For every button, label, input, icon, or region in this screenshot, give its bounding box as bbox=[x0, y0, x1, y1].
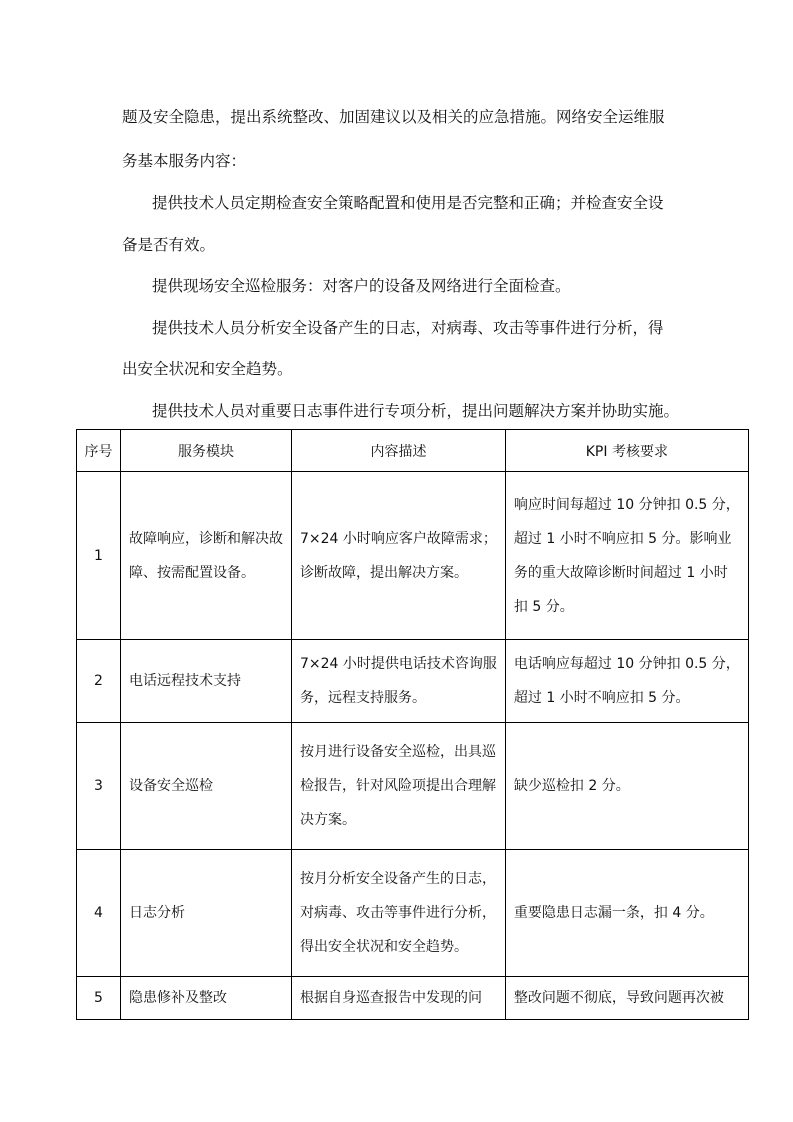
cell-text-line: 超过 1 小时不响应扣 5 分。 bbox=[513, 690, 690, 706]
paragraph-line: 提供技术人员分析安全设备产生的日志，对病毒、攻击等事件进行分析，得 bbox=[152, 319, 664, 337]
cell-text-line: 务，远程支持服务。 bbox=[300, 690, 426, 706]
module-cell bbox=[121, 472, 292, 640]
description-cell bbox=[292, 977, 506, 1020]
paragraph-line: 题及安全隐患，提出系统整改、加固建议以及相关的应急措施。网络安全运维服 bbox=[122, 108, 665, 126]
kpi-cell bbox=[505, 723, 748, 850]
cell-text-line: 对病毒、攻击等事件进行分析， bbox=[300, 905, 496, 921]
kpi-cell bbox=[505, 472, 748, 640]
description-cell bbox=[292, 472, 506, 640]
module-cell bbox=[121, 977, 292, 1020]
paragraph-line: 出安全状况和安全趋势。 bbox=[122, 360, 293, 378]
kpi-cell bbox=[505, 850, 748, 977]
header-cell-module: 服务模块 bbox=[121, 430, 292, 472]
row-number-cell bbox=[77, 850, 121, 977]
cell-text-line: 整改问题不彻底，导致问题再次被 bbox=[513, 990, 724, 1006]
table-row bbox=[77, 977, 749, 1020]
kpi-table bbox=[76, 429, 749, 1020]
paragraph-line: 务基本服务内容： bbox=[122, 152, 247, 170]
cell-text-line: 诊断故障，提出解决方案。 bbox=[300, 564, 468, 581]
description-cell bbox=[292, 723, 506, 850]
cell-text-line: 设备安全巡检 bbox=[129, 778, 213, 794]
cell-text-line: 7×24 小时提供电话技术咨询服 bbox=[300, 656, 497, 672]
row-number: 5 bbox=[94, 990, 103, 1006]
header-cell-number: 序号 bbox=[77, 430, 121, 472]
cell-text-line: 超过 1 小时不响应扣 5 分。影响业 bbox=[513, 530, 732, 547]
cell-text-line: 决方案。 bbox=[300, 812, 356, 828]
cell-text-line: 7×24 小时响应客户故障需求； bbox=[300, 530, 497, 547]
cell-text-line: 隐患修补及整改 bbox=[129, 990, 227, 1006]
cell-text-line: 按月进行设备安全巡检，出具巡 bbox=[300, 744, 496, 760]
paragraph-line: 提供现场安全巡检服务：对客户的设备及网络进行全面检查。 bbox=[152, 277, 571, 295]
row-number: 3 bbox=[94, 778, 103, 794]
module-cell bbox=[121, 850, 292, 977]
table-row bbox=[77, 850, 749, 977]
table-row bbox=[77, 723, 749, 850]
row-number-cell bbox=[77, 472, 121, 640]
cell-text-line: 按月分析安全设备产生的日志， bbox=[300, 871, 496, 887]
paragraph-line: 提供技术人员定期检查安全策略配置和使用是否完整和正确；并检查安全设 bbox=[152, 194, 664, 212]
paragraph-line: 提供技术人员对重要日志事件进行专项分析，提出问题解决方案并协助实施。 bbox=[152, 402, 680, 420]
row-number-cell bbox=[77, 640, 121, 723]
cell-text-line: 根据自身巡查报告中发现的问 bbox=[300, 990, 482, 1006]
row-number: 2 bbox=[94, 673, 103, 689]
cell-text-line: 得出安全状况和安全趋势。 bbox=[300, 939, 468, 955]
cell-text-line: 缺少巡检扣 2 分。 bbox=[513, 778, 630, 794]
paragraph-line: 备是否有效。 bbox=[122, 236, 216, 254]
header-cell-kpi: KPI 考核要求 bbox=[505, 430, 748, 472]
module-cell bbox=[121, 723, 292, 850]
cell-text-line: 检报告，针对风险项提出合理解 bbox=[300, 778, 496, 794]
module-cell bbox=[121, 640, 292, 723]
row-number-cell bbox=[77, 977, 121, 1020]
kpi-cell bbox=[505, 640, 748, 723]
cell-text-line: 响应时间每超过 10 分钟扣 0.5 分， bbox=[513, 496, 740, 513]
cell-text-line: 电话响应每超过 10 分钟扣 0.5 分， bbox=[513, 656, 740, 672]
row-number: 1 bbox=[94, 547, 103, 564]
cell-text-line: 扣 5 分。 bbox=[513, 598, 574, 615]
description-cell bbox=[292, 640, 506, 723]
table-header-row bbox=[77, 430, 749, 472]
cell-text-line: 障、按需配置设备。 bbox=[129, 564, 255, 581]
table-row bbox=[77, 640, 749, 723]
kpi-cell bbox=[505, 977, 748, 1020]
cell-text-line: 故障响应，诊断和解决故 bbox=[129, 530, 283, 547]
table-row bbox=[77, 472, 749, 640]
cell-text-line: 日志分析 bbox=[129, 905, 185, 921]
cell-text-line: 务的重大故障诊断时间超过 1 小时 bbox=[513, 564, 728, 581]
row-number-cell bbox=[77, 723, 121, 850]
cell-text-line: 电话远程技术支持 bbox=[129, 673, 241, 689]
description-cell bbox=[292, 850, 506, 977]
header-cell-description: 内容描述 bbox=[292, 430, 506, 472]
row-number: 4 bbox=[94, 905, 103, 921]
cell-text-line: 重要隐患日志漏一条，扣 4 分。 bbox=[513, 905, 714, 921]
